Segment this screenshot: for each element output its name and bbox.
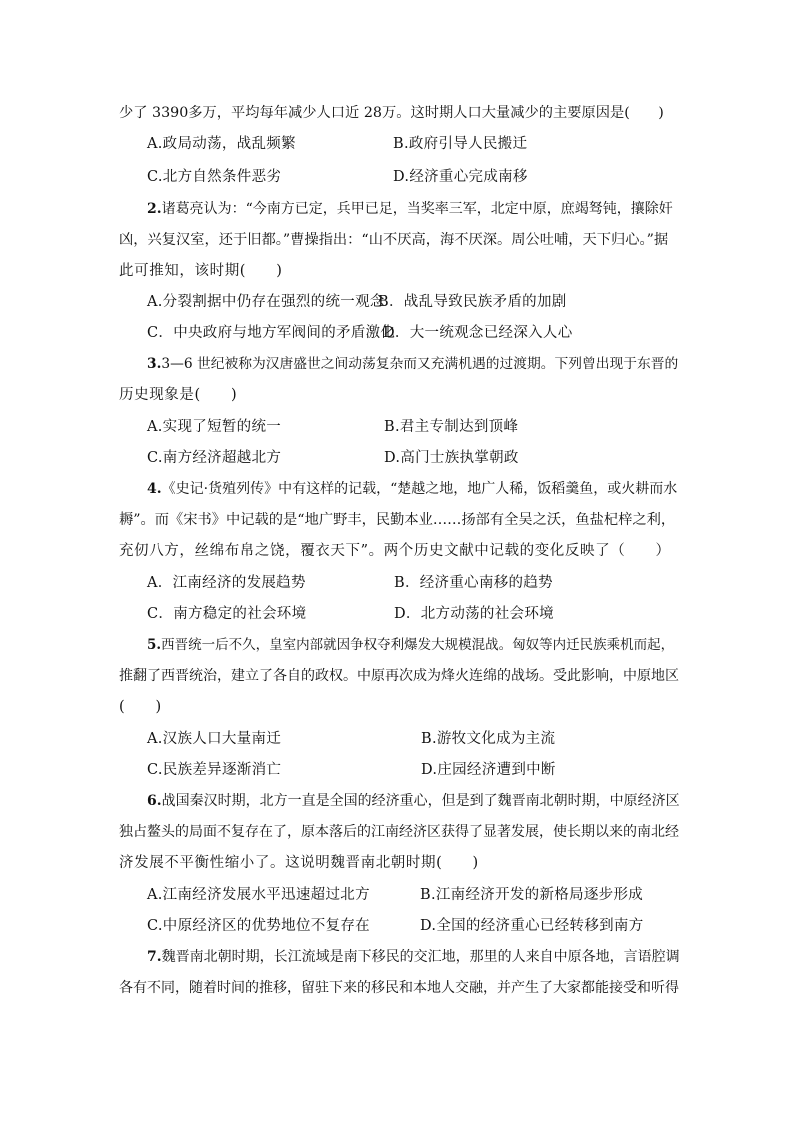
q5-option-b: B.游牧文化成为主流 bbox=[421, 731, 556, 747]
q3-text-1: 3—6 世纪被称为汉唐盛世之间动荡复杂而又充满机遇的过渡期。下列曾出现于东晋的 bbox=[161, 356, 679, 372]
q5-stem-line-2: 推翻了西晋统治，建立了各自的政权。中原再次成为烽火连绵的战场。受此影响，中原地区 bbox=[119, 668, 679, 684]
q6-stem-line-1 bbox=[147, 791, 679, 811]
q5-option-a: A.汉族人口大量南迁 bbox=[147, 731, 282, 747]
q7-stem-line-1 bbox=[147, 947, 679, 967]
q5-stem-line-3: ( ) bbox=[119, 699, 162, 715]
q5-option-c: C.民族差异逐渐消亡 bbox=[147, 762, 282, 778]
q5-option-d: D.庄园经济遭到中断 bbox=[421, 762, 556, 778]
q2-number: 2. bbox=[147, 201, 162, 217]
q3-stem-line-1 bbox=[147, 354, 679, 374]
q2-option-a: A.分裂割据中仍存在强烈的统一观念 bbox=[147, 294, 385, 310]
q1-option-d: D.经济重心完成南移 bbox=[393, 169, 528, 185]
q7-stem-line-2: 各有不同，随着时间的推移，留驻下来的移民和本地人交融，并产生了大家都能接受和听得 bbox=[119, 980, 679, 996]
q1-option-c: C.北方自然条件恶劣 bbox=[147, 169, 282, 185]
q3-option-d: D.高门士族执掌朝政 bbox=[384, 450, 519, 466]
q4-option-b: B．经济重心南移的趋势 bbox=[394, 575, 553, 591]
q6-text-1: 战国秦汉时期，北方一直是全国的经济重心，但是到了魏晋南北朝时期，中原经济区 bbox=[161, 793, 680, 809]
q2-text-1: 诸葛亮认为：“今南方已定，兵甲已足，当奖率三军，北定中原，庶竭驽钝，攘除奸 bbox=[161, 201, 673, 217]
q6-option-c: C.中原经济区的优势地位不复存在 bbox=[147, 918, 370, 934]
q2-option-d: D．大一统观念已经深入人心 bbox=[383, 325, 573, 341]
q2-option-b: B．战乱导致民族矛盾的加剧 bbox=[378, 294, 567, 310]
q1-option-b: B.政府引导人民搬迁 bbox=[393, 136, 528, 152]
q3-number: 3. bbox=[147, 356, 162, 372]
q4-stem-line-2: 耨”。而《宋书》中记载的是“地广野丰，民勤本业……扬部有全吴之沃，鱼盐杞梓之利， bbox=[119, 512, 676, 528]
q7-text-1: 魏晋南北朝时期，长江流域是南下移民的交汇地，那里的人来自中原各地，言语腔调 bbox=[161, 949, 680, 965]
q2-option-c: C．中央政府与地方军阀间的矛盾激化 bbox=[147, 325, 396, 341]
q4-text-1: 《史记·货殖列传》中有这样的记载，“楚越之地，地广人稀，饭稻羹鱼，或火耕而水 bbox=[161, 481, 678, 497]
q4-option-c: C．南方稳定的社会环境 bbox=[147, 606, 307, 622]
q4-option-a: A．江南经济的发展趋势 bbox=[147, 575, 306, 591]
q6-option-a: A.江南经济发展水平迅速超过北方 bbox=[147, 887, 370, 903]
q1-option-a: A.政局动荡，战乱频繁 bbox=[147, 136, 296, 152]
q5-text-1: 西晋统一后不久，皇室内部就因争权夺利爆发大规模混战。匈奴等内迁民族乘机而起， bbox=[161, 637, 675, 653]
q4-option-d: D．北方动荡的社会环境 bbox=[394, 606, 554, 622]
q2-stem-line-3: 此可推知，该时期( ) bbox=[119, 263, 283, 279]
q3-option-b: B.君主专制达到顶峰 bbox=[384, 419, 519, 435]
q3-option-c: C.南方经济超越北方 bbox=[147, 450, 282, 466]
q6-option-b: B.江南经济开发的新格局逐步形成 bbox=[420, 887, 644, 903]
q6-number: 6. bbox=[147, 793, 162, 809]
q6-stem-line-3: 济发展不平衡性缩小了。这说明魏晋南北朝时期( ) bbox=[119, 855, 479, 871]
q4-number: 4. bbox=[147, 481, 162, 497]
q3-option-a: A.实现了短暂的统一 bbox=[147, 419, 282, 435]
q5-stem-line-1 bbox=[147, 635, 679, 655]
q4-stem-line-3: 充仞八方，丝绵布帛之饶，覆衣天下”。两个历史文献中记载的变化反映了（ ） bbox=[119, 543, 671, 559]
q5-number: 5. bbox=[147, 637, 162, 653]
q6-stem-line-2: 独占鳌头的局面不复存在了，原本落后的江南经济区获得了显著发展，使长期以来的南北经 bbox=[119, 824, 679, 840]
q2-stem-line-1 bbox=[147, 199, 679, 219]
q3-stem-line-2: 历史现象是( ) bbox=[119, 387, 238, 403]
q2-stem-line-2: 凶，兴复汉室，还于旧都。”曹操指出：“山不厌高，海不厌深。周公吐哺，天下归心。”据 bbox=[119, 232, 669, 248]
q6-option-d: D.全国的经济重心已经转移到南方 bbox=[420, 918, 644, 934]
q4-stem-line-1 bbox=[147, 479, 679, 499]
q7-number: 7. bbox=[147, 949, 162, 965]
q1-stem-tail: 少了 3390多万，平均每年减少人口近 28万。这时期人口大量减少的主要原因是( ) bbox=[119, 105, 664, 121]
